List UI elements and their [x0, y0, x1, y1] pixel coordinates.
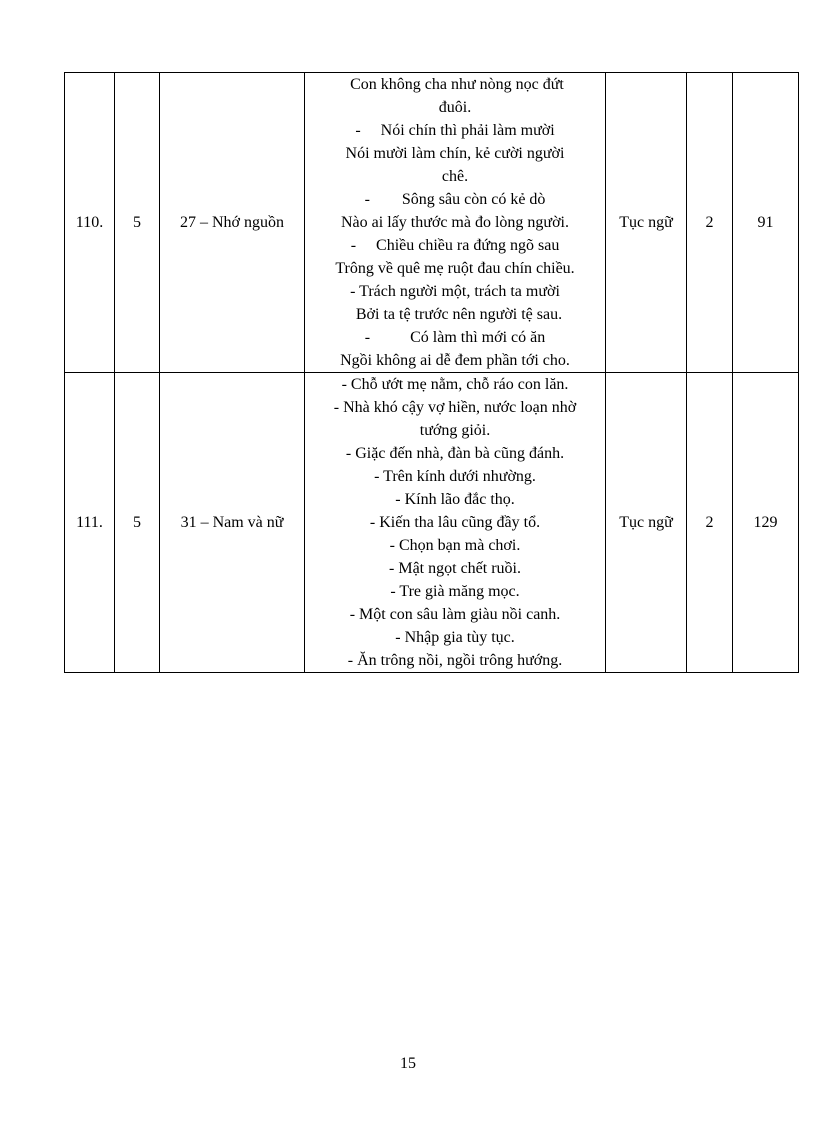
content-line: Con không cha như nòng nọc đứt [346, 76, 564, 93]
row-number: 110. [65, 73, 115, 373]
lesson-cell: 31 – Nam và nữ [160, 373, 305, 673]
content-line: - Giặc đến nhà, đàn bà cũng đánh. [345, 445, 565, 462]
content-line: - Một con sâu làm giàu nồi canh. [349, 606, 561, 623]
content-line: - Kiến tha lâu cũng đầy tổ. [369, 514, 541, 531]
content-line: Nói mười làm chín, kẻ cười người [345, 145, 565, 162]
grade-cell: 5 [115, 373, 160, 673]
content-line: đuôi. [438, 99, 472, 116]
content-line: - Nhập gia tùy tục. [395, 629, 515, 646]
grade-cell: 5 [115, 73, 160, 373]
content-line: Nào ai lấy thước mà đo lòng người. [341, 214, 569, 231]
row-number: 111. [65, 373, 115, 673]
content-line: - Tre già măng mọc. [390, 583, 520, 600]
content-cell [305, 73, 606, 373]
content-line: - Kính lão đắc thọ. [395, 491, 515, 508]
count-cell: 2 [687, 73, 733, 373]
content-line: - Sông sâu còn có kẻ dò [364, 191, 546, 208]
content-line: - Chọn bạn mà chơi. [389, 537, 521, 554]
content-line: - Ăn trông nồi, ngồi trông hướng. [347, 652, 563, 669]
content-line: Bởi ta tệ trước nên người tệ sau. [347, 306, 563, 323]
count-cell: 2 [687, 373, 733, 673]
content-cell [305, 373, 606, 673]
content-line: - Nhà khó cậy vợ hiền, nước loạn nhờ [333, 399, 577, 416]
content-line: - Chỗ ướt mẹ nằm, chỗ ráo con lăn. [341, 376, 569, 393]
content-line: - Mật ngọt chết ruồi. [389, 560, 521, 577]
data-table [64, 72, 799, 673]
content-line: - Trách người một, trách ta mười [350, 283, 560, 300]
content-line: - Chiều chiều ra đứng ngõ sau [350, 237, 560, 254]
content-line: - Có làm thì mới có ăn [364, 329, 546, 346]
type-cell: Tục ngữ [606, 373, 687, 673]
table-row [65, 73, 799, 373]
page-cell: 129 [733, 373, 799, 673]
content-line: - Nói chín thì phải làm mười [355, 122, 555, 139]
content-line: Trông về quê mẹ ruột đau chín chiều. [335, 260, 575, 277]
content-line: chê. [441, 168, 469, 185]
content-line: - Trên kính dưới nhường. [374, 468, 536, 485]
content-line: tướng giỏi. [419, 422, 491, 439]
page-number: 15 [400, 1055, 416, 1072]
lesson-cell: 27 – Nhớ nguồn [160, 73, 305, 373]
page-cell: 91 [733, 73, 799, 373]
type-cell: Tục ngữ [606, 73, 687, 373]
content-line: Ngồi không ai dễ đem phần tới cho. [340, 352, 570, 369]
table-row [65, 373, 799, 673]
